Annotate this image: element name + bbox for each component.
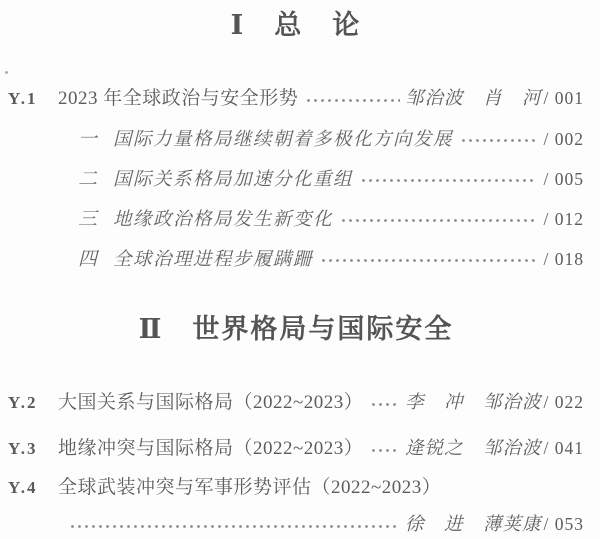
subentry-number: 二 (78, 169, 98, 190)
toc-subentry-3 (8, 207, 584, 232)
section-heading-1: Ⅰ 总 论 (230, 10, 362, 40)
entry-title: 2023 年全球政治与安全形势 (58, 88, 299, 109)
entry-authors: 逄锐之 邹治波 (404, 439, 542, 459)
entry-page-number: / 041 (543, 438, 584, 458)
entry-label: Y.1 (8, 89, 38, 108)
entry-page-number: / 018 (543, 249, 584, 269)
entry-title: 全球武装冲突与军事形势评估（2022~2023） (58, 477, 442, 498)
entry-page-number: / 022 (543, 392, 584, 412)
toc-entry-y2 (8, 390, 584, 416)
entry-authors: 徐 进 薄荚康 (404, 515, 542, 535)
scan-artifact-dot (5, 71, 8, 74)
subentry-title: 全球治理进程步履蹒跚 (113, 250, 314, 270)
entry-label: Y.4 (8, 478, 38, 497)
entry-title: 大国关系与国际格局（2022~2023） (58, 392, 364, 413)
subentry-number: 一 (78, 129, 98, 150)
entry-page-number: / 012 (543, 209, 584, 229)
subentry-title: 国际关系格局加速分化重组 (113, 170, 354, 190)
toc-entry-y4 (8, 475, 584, 500)
dot-leader (460, 137, 536, 144)
subentry-title: 国际力量格局继续朝着多极化方向发展 (113, 130, 454, 150)
entry-page-number: / 053 (543, 514, 584, 534)
entry-title: 地缘冲突与国际格局（2022~2023） (58, 438, 364, 459)
entry-authors: 邹治波 肖 河 (404, 89, 542, 109)
dot-leader (370, 447, 400, 454)
toc-subentry-4 (8, 247, 584, 272)
entry-page-number: / 002 (543, 129, 584, 149)
toc-entry-y3 (8, 436, 584, 462)
toc-entry-y1 (8, 86, 584, 112)
subentry-title: 地缘政治格局发生新变化 (113, 210, 334, 230)
toc-subentry-1 (8, 127, 584, 152)
toc-entry-y4-continuation (8, 512, 584, 538)
entry-authors: 李 冲 邹治波 (404, 393, 542, 413)
dot-leader (320, 257, 536, 264)
dot-leader (360, 177, 536, 184)
dot-leader (370, 401, 400, 408)
dot-leader (305, 97, 400, 104)
toc-subentry-2 (8, 167, 584, 192)
section-heading-2: Ⅱ 世界格局与国际安全 (138, 314, 454, 344)
subentry-number: 三 (78, 209, 98, 230)
entry-page-number: / 005 (543, 169, 584, 189)
entry-label: Y.2 (8, 393, 38, 412)
dot-leader (69, 523, 400, 530)
entry-label: Y.3 (8, 439, 38, 458)
subentry-number: 四 (78, 249, 98, 270)
entry-page-number: / 001 (543, 88, 584, 108)
dot-leader (340, 217, 536, 224)
